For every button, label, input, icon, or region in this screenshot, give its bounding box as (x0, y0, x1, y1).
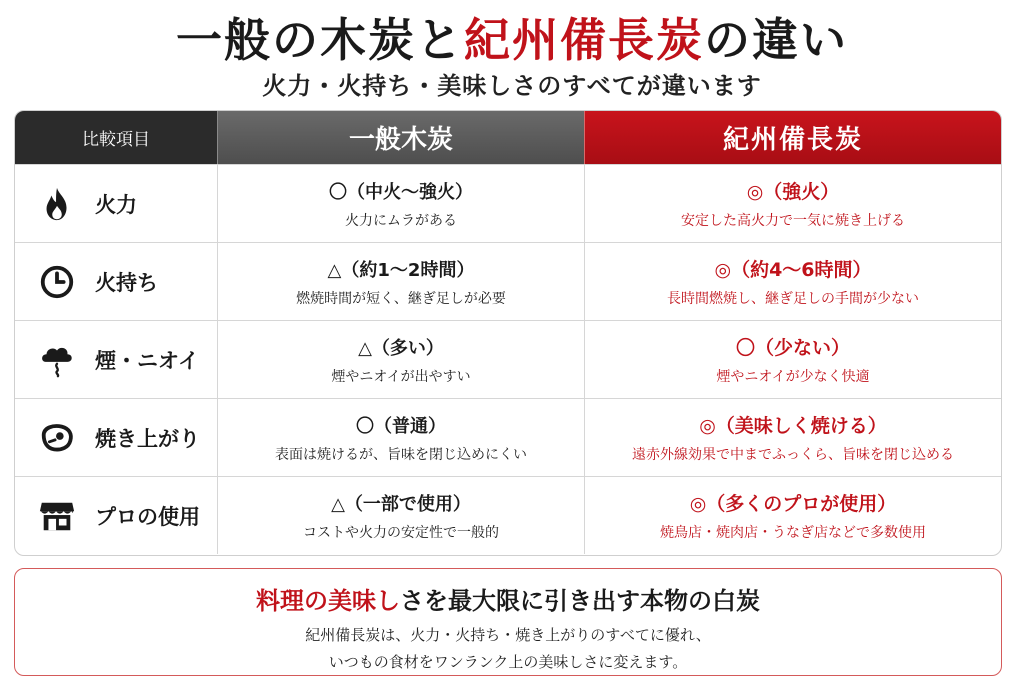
summary-line-1: 紀州備長炭は、火力・火持ち・焼き上がりのすべてに優れ、 (305, 626, 711, 644)
general-description: 火力にムラがある (345, 212, 457, 229)
bincho-description: 焼鳥店・焼肉店・うなぎ店などで多数使用 (660, 525, 926, 541)
bincho-description: 長時間燃焼し、継ぎ足しの手間が少ない (667, 291, 919, 307)
general-rating: △（一部で使用） (331, 493, 471, 515)
bincho-description: 安定した高火力で一気に焼き上げる (681, 213, 905, 229)
general-cell (217, 399, 584, 476)
bincho-rating: ◎（多くのプロが使用） (689, 493, 897, 515)
row-label-cell (15, 477, 217, 554)
bincho-cell (584, 243, 1001, 320)
general-rating: △（約1～2時間） (327, 259, 475, 281)
bincho-cell (584, 477, 1001, 554)
row-label-cell (15, 321, 217, 398)
title-part-2: 紀州備長炭 (464, 13, 704, 67)
row-label-cell (15, 399, 217, 476)
general-description: 表面は焼けるが、旨味を閉じ込めにくい (275, 446, 527, 463)
general-description: コストや火力の安定性で一般的 (303, 524, 499, 541)
clock-icon (37, 262, 77, 302)
bincho-cell (584, 321, 1001, 398)
general-cell (217, 321, 584, 398)
header-bincho: 紀州備長炭 (584, 111, 1001, 164)
row-label: 焼き上がり (95, 426, 200, 451)
summary-line-2: いつもの食材をワンランク上の美味しさに変えます。 (328, 653, 688, 671)
bincho-description: 遠赤外線効果で中までふっくら、旨味を閉じ込める (632, 447, 954, 463)
summary-headline (15, 581, 1001, 616)
table-row (15, 164, 1001, 242)
row-label: プロの使用 (95, 504, 200, 529)
smoke-icon (37, 340, 77, 380)
steak-icon (37, 418, 77, 458)
summary-box (14, 568, 1002, 676)
table-header (15, 111, 1001, 164)
store-icon (37, 496, 77, 536)
summary-headline-rest: さを最大限に引き出す本物の白炭 (400, 586, 760, 615)
title-part-3: の違い (704, 13, 848, 67)
header-item: 比較項目 (15, 111, 217, 164)
general-description: 煙やニオイが出やすい (331, 368, 471, 385)
row-label: 火持ち (95, 270, 158, 295)
general-rating: △（多い） (358, 337, 444, 359)
bincho-cell (584, 399, 1001, 476)
row-label: 煙・ニオイ (95, 348, 199, 373)
page-subtitle: 火力・火持ち・美味しさのすべてが違います (262, 72, 762, 100)
header-general: 一般木炭 (217, 111, 584, 164)
general-cell (217, 477, 584, 554)
comparison-table (14, 110, 1002, 556)
flame-icon (37, 184, 77, 224)
bincho-rating: ◎（強火） (746, 181, 840, 203)
general-rating: 〇（中火～強火） (329, 181, 473, 203)
title-part-1: 一般の木炭と (176, 13, 464, 67)
bincho-rating: ◎（約4～6時間） (714, 259, 872, 281)
bincho-description: 煙やニオイが少なく快適 (716, 369, 870, 385)
general-cell (217, 243, 584, 320)
table-row (15, 320, 1001, 398)
row-label-cell (15, 243, 217, 320)
table-row (15, 476, 1001, 554)
table-row (15, 242, 1001, 320)
summary-headline-red: 料理の美味し (256, 586, 400, 615)
page-title (0, 4, 1024, 70)
row-label-cell (15, 165, 217, 242)
bincho-cell (584, 165, 1001, 242)
general-cell (217, 165, 584, 242)
bincho-rating: ◎（美味しく焼ける） (699, 415, 887, 437)
table-row (15, 398, 1001, 476)
bincho-rating: 〇（少ない） (735, 337, 850, 359)
row-label: 火力 (95, 192, 137, 217)
general-rating: 〇（普通） (356, 415, 446, 437)
general-description: 燃焼時間が短く、継ぎ足しが必要 (296, 290, 506, 307)
